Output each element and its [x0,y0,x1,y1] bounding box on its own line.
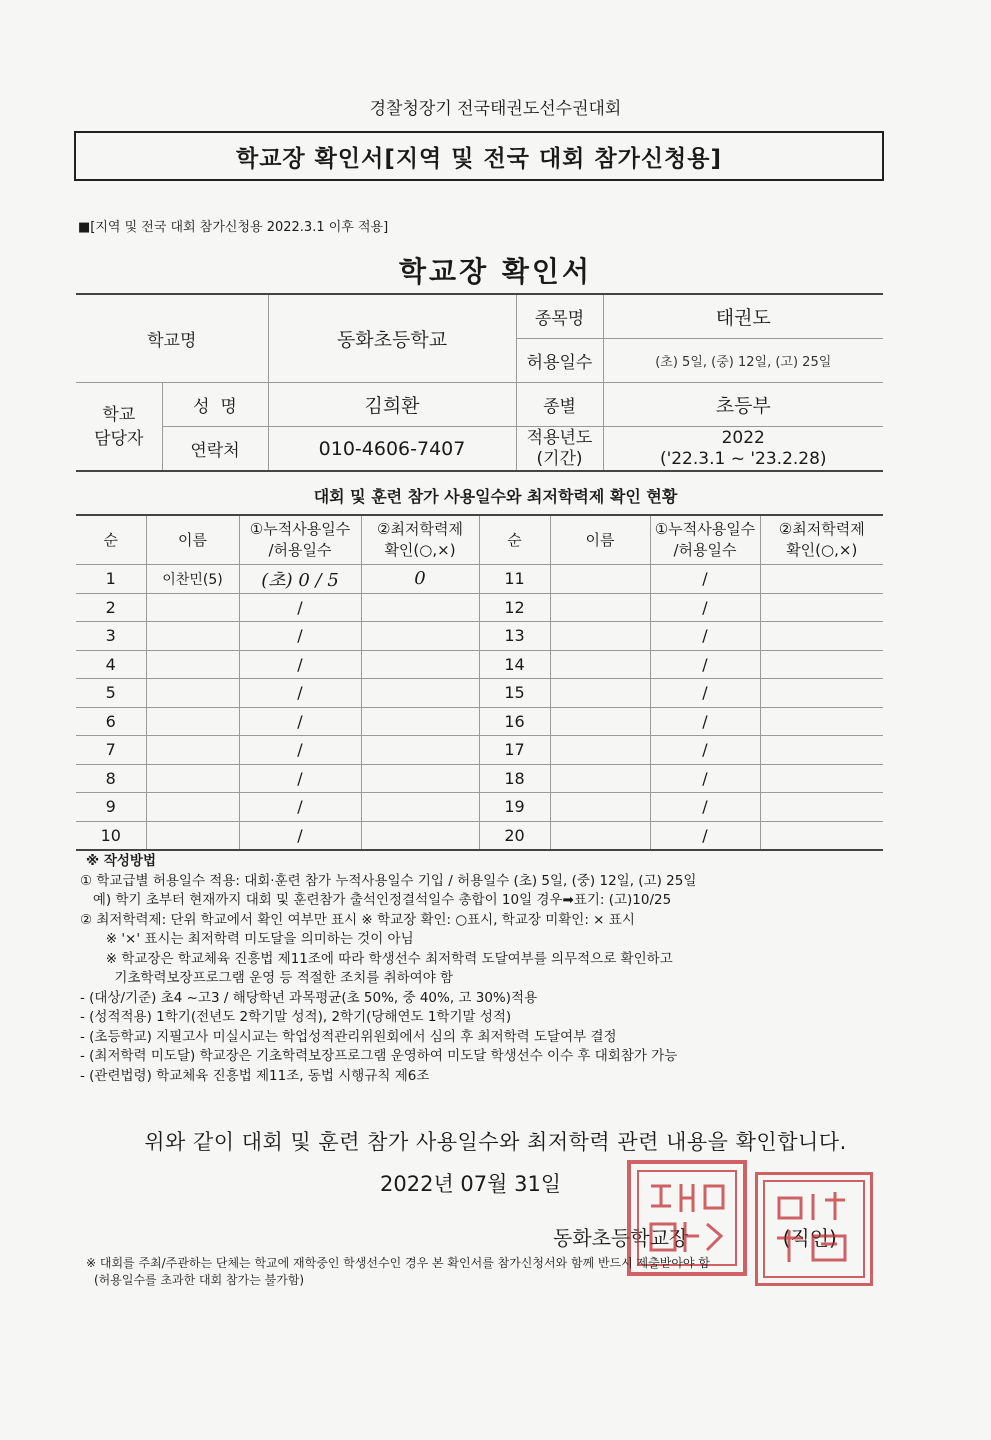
cell-name [550,622,650,651]
allowed-days-label: 허용일수 [516,339,603,383]
period-value: 2022 ('22.3.1 ~ '23.2.28) [603,427,883,472]
table-row [76,764,883,793]
header-check: ②최저학력제 확인(○,×) [361,515,479,565]
cell-days: (초) 0 / 5 [239,565,361,594]
header-name: 이름 [550,515,650,565]
instruction-line: ※ '×' 표시는 최저학력 미도달을 의미하는 것이 아님 [80,931,414,947]
instruction-line: - (초등학교) 지필고사 미실시교는 학업성적관리위원회에서 심의 후 최저학력 도달여부 결정 [80,1028,617,1045]
cell-days: / [239,736,361,765]
school-value: 동화초등학교 [268,294,516,383]
cell-check: 0 [361,565,479,594]
allowed-days-value: (초) 5일, (중) 12일, (고) 25일 [603,339,883,383]
info-table [76,293,883,472]
principal-title: 동화초등학교장 [553,1226,689,1250]
cell-no: 15 [479,679,550,708]
cell-check [361,622,479,651]
cell-name [550,793,650,822]
cell-days: / [239,650,361,679]
contact-value: 010-4606-7407 [268,427,516,472]
cell-check [760,650,883,679]
table-row [76,793,883,822]
cell-no: 13 [479,622,550,651]
cell-check [361,793,479,822]
cell-name [550,707,650,736]
cell-no: 19 [479,793,550,822]
cell-days: / [650,707,760,736]
table-row [76,565,883,594]
instruction-line: - (최저학력 미도달) 학교장은 기초학력보장프로그램 운영하여 미도달 학생선수 이수 후 대회참가 가능 [80,1048,678,1064]
cell-check [760,622,883,651]
division-label: 종별 [516,383,603,427]
cell-days: / [239,593,361,622]
cell-name [550,679,650,708]
confirmation-text: 위와 같이 대회 및 훈련 참가 사용일수와 최저학력 관련 내용을 확인합니다. [144,1130,847,1154]
cell-name [550,593,650,622]
cell-name [146,650,239,679]
cell-check [760,593,883,622]
cell-days: / [650,565,760,594]
header-days: ①누적사용일수 /허용일수 [650,515,760,565]
division-value: 초등부 [603,383,883,427]
document-title: 학교장 확인서 [398,255,593,288]
cell-name [146,764,239,793]
cell-check [361,764,479,793]
cell-days: / [650,821,760,850]
cell-check [760,679,883,708]
event-label: 종목명 [516,294,603,339]
cell-no: 2 [76,593,146,622]
cell-check [361,650,479,679]
cell-no: 16 [479,707,550,736]
date: 2022년 07월 31일 [380,1172,562,1196]
cell-no: 5 [76,679,146,708]
cell-days: / [650,764,760,793]
roster-section-title: 대회 및 훈련 참가 사용일수와 최저학력제 확인 현황 [313,487,678,506]
cell-no: 14 [479,650,550,679]
main-title: 학교장 확인서[지역 및 전국 대회 참가신청용] [236,145,722,172]
cell-name [146,622,239,651]
header-no: 순 [479,515,550,565]
cell-no: 1 [76,565,146,594]
cell-name [550,764,650,793]
cell-days: / [239,622,361,651]
instruction-line: - (관련법령) 학교체육 진흥법 제11조, 동법 시행규칙 제6조 [80,1067,430,1084]
cell-no: 10 [76,821,146,850]
cell-no: 12 [479,593,550,622]
instruction-line: ① 학교급별 허용일수 적용: 대회·훈련 참가 누적사용일수 기입 / 허용일수 (초) 5일, (중) 12일, (고) 25일 [80,872,697,889]
cell-no: 6 [76,707,146,736]
cell-no: 11 [479,565,550,594]
cell-no: 17 [479,736,550,765]
instruction-line: 예) 학기 초부터 현재까지 대회 및 훈련참가 출석인정결석일수 총합이 10일 경우➡표기: (고)10/25 [80,892,672,908]
cell-check [760,793,883,822]
instruction-line: - (대상/기준) 초4 ~고3 / 해당학년 과목평균(초 50%, 중 40%, 고 30%)적용 [80,989,538,1006]
cell-name [550,650,650,679]
cell-no: 4 [76,650,146,679]
instruction-line: - (성적적용) 1학기(전년도 2학기말 성적), 2학기(당해연도 1학기말 성적) [80,1009,512,1025]
table-row [76,593,883,622]
cell-name [146,593,239,622]
cell-name [146,736,239,765]
main-title-box [74,131,884,181]
cell-days: / [650,593,760,622]
header-no: 순 [76,515,146,565]
name-label: 성 명 [162,383,268,427]
cell-days: / [650,679,760,708]
table-row [76,736,883,765]
cell-no: 7 [76,736,146,765]
header-check: ②최저학력제 확인(○,×) [760,515,883,565]
cell-name: 이찬민(5) [146,565,239,594]
cell-days: / [650,650,760,679]
cell-days: / [650,622,760,651]
cell-name [146,707,239,736]
cell-check [760,736,883,765]
seal-glyph-icon [643,1176,731,1260]
header-days: ①누적사용일수 /허용일수 [239,515,361,565]
instruction-line: 기초학력보장프로그램 운영 등 적절한 조치를 취하여야 함 [80,970,454,986]
cell-days: / [239,679,361,708]
cell-no: 18 [479,764,550,793]
school-label: 학교명 [76,294,268,383]
footer-line-1: ※ 대회를 주최/주관하는 단체는 학교에 재학중인 학생선수인 경우 본 확인서를 참가신청서와 함께 반드시 제출받아야 함 [86,1256,710,1270]
cell-days: / [239,764,361,793]
cell-name [550,821,650,850]
cell-days: / [650,736,760,765]
cell-check [361,736,479,765]
cell-check [361,707,479,736]
cell-days: / [650,793,760,822]
table-row [76,707,883,736]
manager-label: 학교 담당자 [76,383,162,472]
cell-name [550,736,650,765]
table-row [76,821,883,850]
cell-name [550,565,650,594]
manager-name: 김희환 [268,383,516,427]
footer-line-2: (허용일수를 초과한 대회 참가는 불가함) [94,1273,305,1287]
cell-check [760,707,883,736]
instructions-title: ※ 작성방법 [86,853,156,869]
cell-check [361,679,479,708]
instructions [80,852,900,1086]
table-row [76,679,883,708]
applicability-note: ■[지역 및 전국 대회 참가신청용 2022.3.1 이후 적용] [78,220,389,235]
table-row [76,622,883,651]
contact-label: 연락처 [162,427,268,472]
period-label: 적용년도 (기간) [516,427,603,472]
instruction-line: ② 최저학력제: 단위 학교에서 확인 여부만 표시 ※ 학교장 확인: ○표시, 학교장 미확인: × 표시 [80,911,635,928]
cell-no: 9 [76,793,146,822]
event-title: 경찰청장기 전국태권도선수권대회 [369,99,622,119]
cell-no: 3 [76,622,146,651]
cell-name [146,679,239,708]
cell-name [146,793,239,822]
cell-check [361,593,479,622]
cell-check [760,764,883,793]
table-row [76,650,883,679]
cell-days: / [239,707,361,736]
cell-days: / [239,793,361,822]
cell-name [146,821,239,850]
cell-no: 20 [479,821,550,850]
cell-days: / [239,821,361,850]
cell-check [760,821,883,850]
instruction-line: ※ 학교장은 학교체육 진흥법 제11조에 따라 학생선수 최저학력 도달여부를 의무적으로 확인하고 [80,950,673,967]
event-value: 태권도 [603,294,883,339]
cell-check [760,565,883,594]
seal-label: (직인) [782,1226,837,1250]
cell-check [361,821,479,850]
roster-table [76,514,883,851]
header-name: 이름 [146,515,239,565]
cell-no: 8 [76,764,146,793]
footer-note [86,1255,906,1289]
